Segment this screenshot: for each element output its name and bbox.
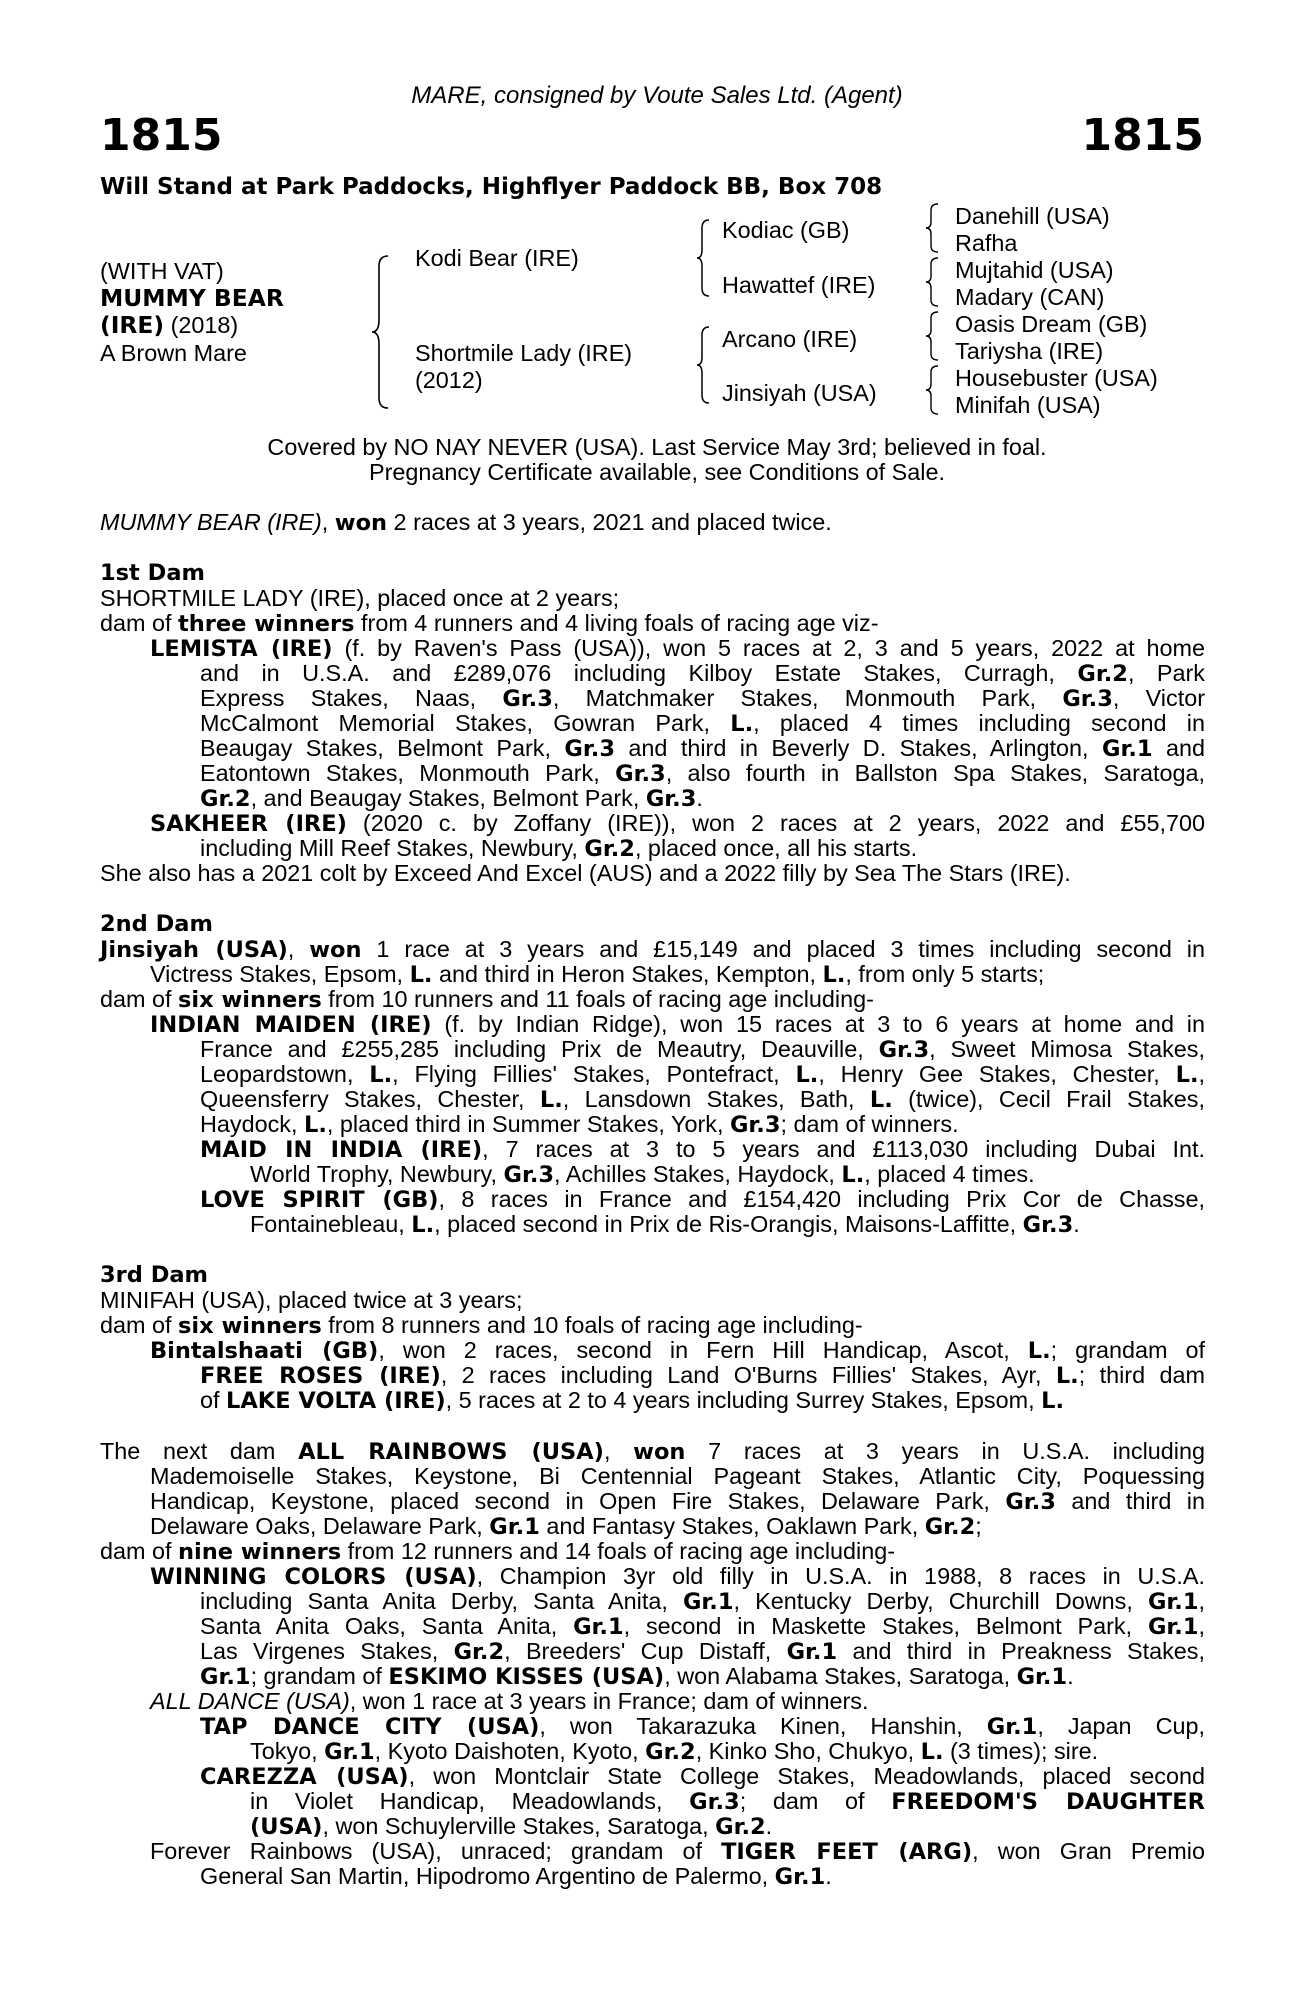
tap-dance-city-line1: TAP DANCE CITY (USA), won Takarazuka Kinen, Hanshin, Gr.1, Japan Cup, bbox=[200, 1713, 1206, 1740]
next-dam-line3: Handicap, Keystone, placed second in Open Fire Stakes, Delaware Park, Gr.3 and third in bbox=[150, 1488, 1205, 1515]
maid-in-india-line2: World Trophy, Newbury, Gr.3, Achilles Stakes, Haydock, L., placed 4 times. bbox=[250, 1161, 1035, 1188]
bintalshaati-line1: Bintalshaati (GB), won 2 races, second in Fern Hill Handicap, Ascot, L.; grandam of bbox=[150, 1337, 1205, 1364]
lot-number-right: 1815 bbox=[1081, 110, 1204, 161]
tap-dance-city-line2: Tokyo, Gr.1, Kyoto Daishoten, Kyoto, Gr.2, Kinko Sho, Chukyo, L. (3 times); sire. bbox=[250, 1738, 1099, 1765]
forever-rainbows-line2: General San Martin, Hipodromo Argentino de Palermo, Gr.1. bbox=[200, 1863, 832, 1890]
pedigree-g6: Tariysha (IRE) bbox=[955, 338, 1104, 364]
lemista-line1: LEMISTA (IRE) (f. by Raven's Pass (USA)), won 5 races at 2, 3 and 5 years, 2022 at home bbox=[150, 635, 1205, 662]
pedigree-brace-g4 bbox=[924, 364, 940, 416]
love-spirit-line1: LOVE SPIRIT (GB), 8 races in France and £154,420 including Prix Cor de Chasse, bbox=[200, 1186, 1205, 1213]
indian-maiden-line1: INDIAN MAIDEN (IRE) (f. by Indian Ridge), won 15 races at 3 to 6 years at home and in bbox=[150, 1011, 1205, 1038]
second-dam-heading: 2nd Dam bbox=[100, 911, 213, 937]
pedigree-brace-g2 bbox=[924, 256, 940, 308]
lake-volta-line: of LAKE VOLTA (IRE), 5 races at 2 to 4 years including Surrey Stakes, Epsom, L. bbox=[200, 1387, 1064, 1414]
pedigree-dam-year: (2012) bbox=[415, 367, 483, 393]
winning-colors-line3: Santa Anita Oaks, Santa Anita, Gr.1, second in Maskette Stakes, Belmont Park, Gr.1, bbox=[200, 1613, 1205, 1640]
carezza-line1: CAREZZA (USA), won Montclair State College Stakes, Meadowlands, placed second bbox=[200, 1763, 1205, 1790]
pedigree-g8: Minifah (USA) bbox=[955, 392, 1101, 418]
lemista-line3: Express Stakes, Naas, Gr.3, Matchmaker Stakes, Monmouth Park, Gr.3, Victor bbox=[200, 685, 1205, 712]
free-roses-line: FREE ROSES (IRE), 2 races including Land O'Burns Fillies' Stakes, Ayr, L.; third dam bbox=[200, 1362, 1205, 1389]
winning-colors-line5: Gr.1; grandam of ESKIMO KISSES (USA), won Alabama Stakes, Saratoga, Gr.1. bbox=[200, 1663, 1074, 1690]
third-dam-line2: dam of six winners from 8 runners and 10 foals of racing age including- bbox=[100, 1312, 863, 1339]
pedigree-dam: Shortmile Lady (IRE) bbox=[415, 340, 633, 366]
pedigree-brace-g3 bbox=[924, 310, 940, 362]
next-dam-line2: Mademoiselle Stakes, Keystone, Bi Centennial Pageant Stakes, Atlantic City, Poquessing bbox=[150, 1463, 1205, 1489]
next-dam-line1: The next dam ALL RAINBOWS (USA), won 7 races at 3 years in U.S.A. including bbox=[100, 1438, 1206, 1465]
lemista-line2: and in U.S.A. and £289,076 including Kilboy Estate Stakes, Curragh, Gr.2, Park bbox=[200, 660, 1205, 687]
indian-maiden-line3: Leopardstown, L., Flying Fillies' Stakes, Pontefract, L., Henry Gee Stakes, Chester, L., bbox=[200, 1061, 1205, 1088]
carezza-line2: in Violet Handicap, Meadowlands, Gr.3; dam of FREEDOM'S DAUGHTER bbox=[250, 1788, 1205, 1815]
second-dam-line2: Victress Stakes, Epsom, L. and third in Heron Stakes, Kempton, L., from only 5 starts; bbox=[150, 961, 1045, 988]
pedigree-brace-dam bbox=[695, 325, 711, 405]
second-dam-line3: dam of six winners from 10 runners and 11 foals of racing age including- bbox=[100, 986, 874, 1013]
next-dam-line5: dam of nine winners from 12 runners and 14 foals of racing age including- bbox=[100, 1538, 896, 1565]
pedigree-g5: Oasis Dream (GB) bbox=[955, 311, 1148, 337]
winning-colors-line4: Las Virgenes Stakes, Gr.2, Breeders' Cup Distaff, Gr.1 and third in Preakness Stakes, bbox=[200, 1638, 1205, 1665]
indian-maiden-line5: Haydock, L., placed third in Summer Stakes, York, Gr.3; dam of winners. bbox=[200, 1111, 959, 1138]
pedigree-dam-sire: Arcano (IRE) bbox=[722, 326, 858, 352]
consignor-line: MARE, consigned by Voute Sales Ltd. (Agent) bbox=[411, 82, 903, 109]
pedigree-sire: Kodi Bear (IRE) bbox=[415, 245, 579, 271]
first-dam-line1: SHORTMILE LADY (IRE), placed once at 2 years; bbox=[100, 585, 620, 611]
third-dam-heading: 3rd Dam bbox=[100, 1262, 208, 1288]
lemista-line5: Beaugay Stakes, Belmont Park, Gr.3 and third in Beverly D. Stakes, Arlington, Gr.1 and bbox=[200, 735, 1205, 762]
lemista-line6: Eatontown Stakes, Monmouth Park, Gr.3, also fourth in Ballston Spa Stakes, Saratoga, bbox=[200, 760, 1205, 787]
horse-name: MUMMY BEAR bbox=[100, 284, 284, 312]
pedigree-g3: Mujtahid (USA) bbox=[955, 257, 1114, 283]
pedigree-g1: Danehill (USA) bbox=[955, 203, 1110, 229]
love-spirit-line2: Fontainebleau, L., placed second in Prix de Ris-Orangis, Maisons-Laffitte, Gr.3. bbox=[250, 1211, 1080, 1238]
lot-number-left: 1815 bbox=[100, 110, 223, 161]
pedigree-g2: Rafha bbox=[955, 230, 1018, 256]
indian-maiden-line4: Queensferry Stakes, Chester, L., Lansdown Stakes, Bath, L. (twice), Cecil Frail Stakes, bbox=[200, 1086, 1205, 1113]
pedigree-brace-main bbox=[370, 254, 390, 410]
indian-maiden-line2: France and £255,285 including Prix de Meautry, Deauville, Gr.3, Sweet Mimosa Stakes, bbox=[200, 1036, 1205, 1063]
pedigree-sire-sire: Kodiac (GB) bbox=[722, 217, 850, 243]
second-dam-line1: Jinsiyah (USA), won 1 race at 3 years and £15,149 and placed 3 times including second in bbox=[100, 936, 1205, 963]
maid-in-india-line1: MAID IN INDIA (IRE), 7 races at 3 to 5 years and £113,030 including Dubai Int. bbox=[200, 1136, 1205, 1163]
race-summary: MUMMY BEAR (IRE), won 2 races at 3 years, 2021 and placed twice. bbox=[100, 509, 832, 536]
winning-colors-line2: including Santa Anita Derby, Santa Anita, Gr.1, Kentucky Derby, Churchill Downs, Gr.1, bbox=[200, 1588, 1205, 1615]
pedigree-g4: Madary (CAN) bbox=[955, 284, 1105, 310]
horse-description: A Brown Mare bbox=[100, 340, 247, 366]
first-dam-heading: 1st Dam bbox=[100, 560, 205, 586]
sakheer-line2: including Mill Reef Stakes, Newbury, Gr.2, placed once, all his starts. bbox=[200, 835, 918, 862]
pedigree-sire-dam: Hawattef (IRE) bbox=[722, 272, 876, 298]
covering-line2: Pregnancy Certificate available, see Conditions of Sale. bbox=[369, 459, 945, 485]
lemista-line4: McCalmont Memorial Stakes, Gowran Park, L., placed 4 times including second in bbox=[200, 710, 1205, 737]
first-dam-also: She also has a 2021 colt by Exceed And Excel (AUS) and a 2022 filly by Sea The Stars (IRE). bbox=[100, 860, 1071, 886]
horse-vat: (WITH VAT) bbox=[100, 258, 224, 284]
forever-rainbows-line1: Forever Rainbows (USA), unraced; grandam of TIGER FEET (ARG), won Gran Premio bbox=[150, 1838, 1205, 1865]
sakheer-line1: SAKHEER (IRE) (2020 c. by Zoffany (IRE)), won 2 races at 2 years, 2022 and £55,700 bbox=[150, 810, 1205, 837]
carezza-line3: (USA), won Schuylerville Stakes, Saratoga, Gr.2. bbox=[250, 1813, 773, 1840]
horse-name-line2: (IRE) (2018) bbox=[100, 311, 239, 339]
pedigree-brace-g1 bbox=[924, 202, 940, 254]
next-dam-line4: Delaware Oaks, Delaware Park, Gr.1 and Fantasy Stakes, Oaklawn Park, Gr.2; bbox=[150, 1513, 982, 1540]
all-dance-line: ALL DANCE (USA), won 1 race at 3 years in France; dam of winners. bbox=[150, 1688, 869, 1714]
pedigree-brace-sire bbox=[695, 218, 711, 298]
stand-location: Will Stand at Park Paddocks, Highflyer Paddock BB, Box 708 bbox=[100, 174, 883, 200]
first-dam-line2: dam of three winners from 4 runners and 4 living foals of racing age viz- bbox=[100, 610, 879, 637]
pedigree-dam-dam: Jinsiyah (USA) bbox=[722, 380, 877, 406]
third-dam-line1: MINIFAH (USA), placed twice at 3 years; bbox=[100, 1287, 523, 1313]
pedigree-g7: Housebuster (USA) bbox=[955, 365, 1158, 391]
lemista-line7: Gr.2, and Beaugay Stakes, Belmont Park, Gr.3. bbox=[200, 785, 703, 812]
winning-colors-line1: WINNING COLORS (USA), Champion 3yr old filly in U.S.A. in 1988, 8 races in U.S.A. bbox=[150, 1563, 1205, 1590]
covering-line1: Covered by NO NAY NEVER (USA). Last Service May 3rd; believed in foal. bbox=[267, 434, 1047, 460]
